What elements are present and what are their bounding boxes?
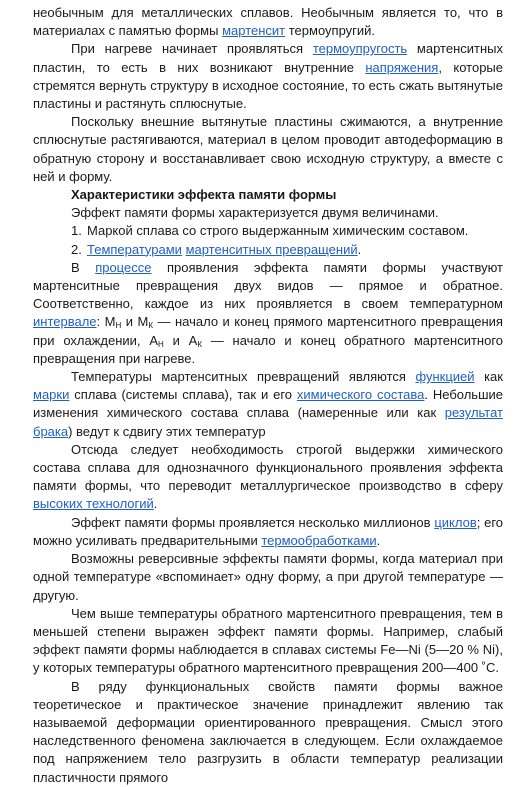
paragraph bbox=[33, 204, 503, 222]
list-number: 1. bbox=[71, 223, 82, 239]
text: мартенситных пластин, то есть в них возникают внутренние bbox=[33, 41, 503, 75]
paragraph bbox=[33, 259, 503, 368]
link-grade[interactable]: марки bbox=[33, 387, 70, 403]
paragraph bbox=[33, 4, 503, 40]
text: При нагреве начинает проявляться bbox=[71, 41, 313, 57]
text: В bbox=[71, 259, 96, 275]
link-function[interactable]: функцией bbox=[415, 369, 475, 385]
section-heading: Характеристики эффекта памяти формы bbox=[71, 187, 337, 203]
subscript: К bbox=[148, 321, 153, 331]
paragraph bbox=[33, 40, 503, 113]
list-number: 2. bbox=[71, 241, 82, 257]
text: Чем выше температуры обратного мартенситного превращения, тем в меньшей степени выражен эффект памяти формы. Например, слабый эффект памяти формы наблюдается в сплавах системы Fe—Ni (5—20 % Ni), у которых температуры обратного мартенситного превращения 200—400 ˚C. bbox=[33, 605, 503, 676]
text: Поскольку внешние вытянутые пластины сжимаются, а внутренние сплюснутые растягиваются, материал в целом проводит автодеформацию в обратную сторону и восстанавливает свою исходную структуру, а вместе с ней и форму. bbox=[33, 114, 503, 184]
paragraph bbox=[33, 678, 503, 787]
link-stress[interactable]: напряжения bbox=[365, 59, 439, 75]
text: : M bbox=[96, 314, 116, 330]
text: как bbox=[474, 369, 503, 385]
text: — начало и конец прямого мартенситного превращения при охлаждении, A bbox=[33, 314, 503, 348]
link-chemical-composition[interactable]: химического состава bbox=[296, 387, 425, 403]
text: Отсюда следует необходимость строгой выдержки химического состава сплава для однозначного функционального проявления эффекта памяти формы, что переводит металлургическое производство в сферу bbox=[33, 441, 503, 494]
text: . bbox=[376, 532, 381, 548]
paragraph bbox=[33, 368, 503, 441]
text: Эффект памяти формы характеризуется двумя величинами. bbox=[71, 205, 439, 221]
subscript: К bbox=[197, 339, 202, 349]
text: . bbox=[357, 241, 362, 257]
text: проявления эффекта памяти формы участвуют мартенситные превращения двух видов — прямое и обратное. Соответственно, каждое из них проявляется в своем температурном bbox=[33, 259, 503, 312]
link-interval[interactable]: интервале bbox=[33, 314, 97, 330]
subscript: Н bbox=[158, 339, 164, 349]
link-result[interactable]: результат bbox=[444, 405, 503, 421]
paragraph bbox=[33, 113, 503, 186]
paragraph bbox=[33, 514, 503, 550]
link-cycles[interactable]: циклов bbox=[434, 514, 477, 530]
text: и A bbox=[163, 332, 198, 348]
paragraph bbox=[33, 441, 503, 514]
subscript: Н bbox=[115, 321, 122, 331]
text: . Небольшие изменения химического состава сплава (намеренные или как bbox=[33, 387, 503, 421]
list-item bbox=[33, 241, 503, 259]
document-page bbox=[33, 4, 503, 787]
paragraph bbox=[33, 550, 503, 605]
text: Эффект памяти формы проявляется несколько миллионов bbox=[71, 514, 435, 530]
text: необычным для металлических сплавов. Необычным является то, что в материалах с памятью формы bbox=[33, 5, 503, 39]
link-martensite[interactable]: мартенсит bbox=[222, 23, 286, 39]
text: Возможны реверсивные эффекты памяти формы, когда материал при одной температуре «вспоминает» одну форму, а при другой температуре — другую. bbox=[33, 551, 503, 603]
link-martensitic-transformations[interactable]: мартенситных превращений bbox=[185, 241, 358, 257]
link-temperatures[interactable]: Температурами bbox=[87, 241, 182, 257]
text: и M bbox=[121, 314, 149, 330]
text: — начало и конец обратного мартенситного превращения при нагреве. bbox=[33, 332, 504, 366]
link-heat-treatments[interactable]: термообработками bbox=[261, 532, 377, 548]
link-high-technologies[interactable]: высоких технологий bbox=[33, 496, 154, 512]
text: Маркой сплава со строго выдержанным химическим составом. bbox=[87, 223, 469, 239]
text: , которые стремятся вернуть структуру в исходное состояние, то есть сжать вытянутые пластины и растянуть сплюснутые. bbox=[33, 59, 503, 112]
text: В ряду функциональных свойств памяти формы важное теоретическое и практическое значение принадлежит явлению так называемой деформации ориентированного превращения. Смысл этого наследственного феномена заключается в следующем. Если охлаждаемое под напряжением тело разгрузить в области температур реализации пластичности прямого bbox=[33, 678, 503, 785]
text: сплава (системы сплава), так и его bbox=[69, 387, 297, 403]
paragraph bbox=[33, 605, 503, 678]
link-thermoelasticity[interactable]: термоупругость bbox=[312, 41, 408, 57]
list-item bbox=[33, 222, 503, 240]
text: Температуры мартенситных превращений являются bbox=[71, 369, 416, 385]
link-process[interactable]: процессе bbox=[95, 259, 152, 275]
text: ; его можно усиливать предварительными bbox=[33, 514, 504, 548]
text: термоупругий. bbox=[285, 23, 376, 39]
link-defect[interactable]: брака bbox=[33, 423, 69, 439]
text: ) ведут к сдвигу этих температур bbox=[68, 423, 266, 439]
text: . bbox=[153, 496, 158, 512]
